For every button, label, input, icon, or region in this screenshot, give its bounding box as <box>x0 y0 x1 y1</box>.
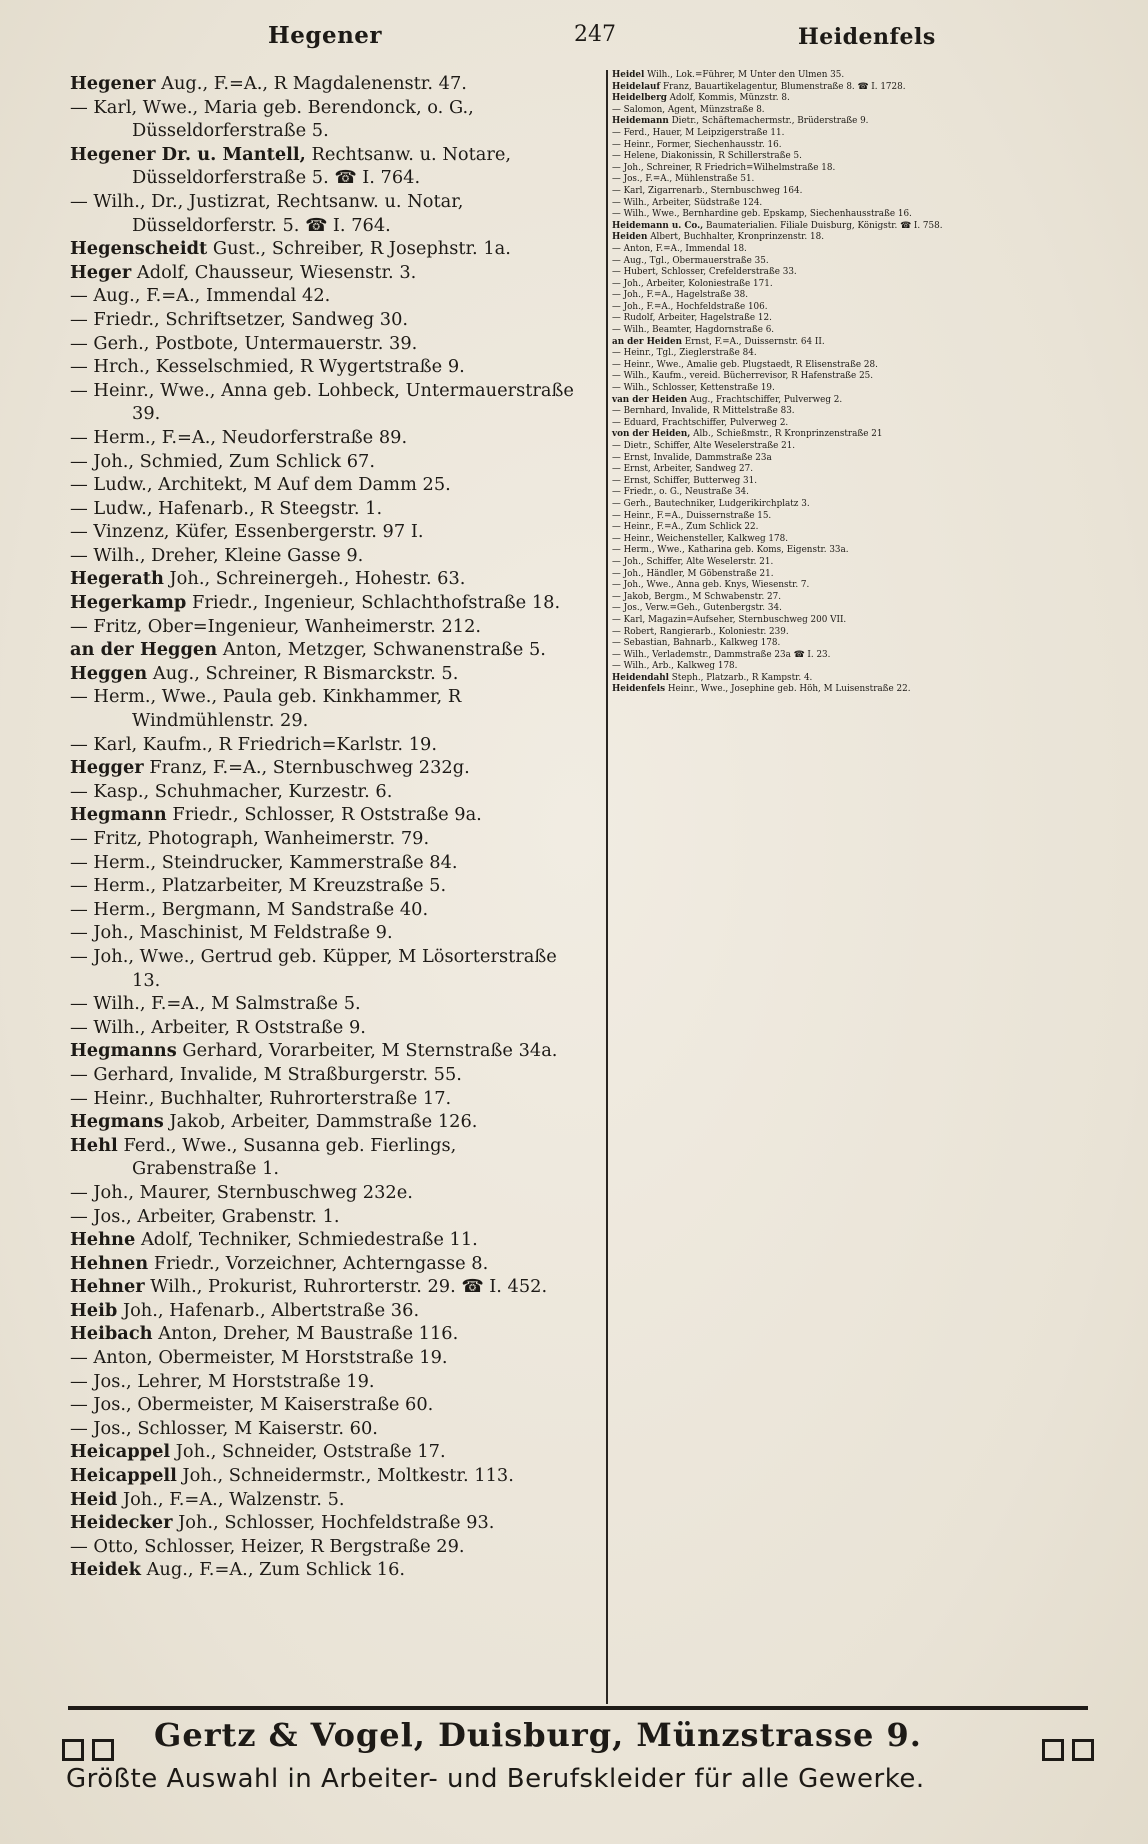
directory-entry: — Salomon, Agent, Münzstraße 8. <box>612 104 765 115</box>
directory-entry: — Wilh., Beamter, Hagdornstraße 6. <box>612 325 775 336</box>
directory-entry: — Joh., Maschinist, M Feldstraße 9. <box>70 922 393 944</box>
directory-entry: — Gerh., Postbote, Untermauerstr. 39. <box>70 332 418 354</box>
directory-entry: Hehner Wilh., Prokurist, Ruhrorterstr. 29. ☎ I. 452. <box>70 1276 548 1298</box>
directory-entry: Hehl Ferd., Wwe., Susanna geb. Fierlings, Grabenstraße 1. <box>70 1134 457 1180</box>
directory-entry: Hegenscheidt Gust., Schreiber, R Josephstr. 1a. <box>70 238 511 260</box>
directory-entry: — Ernst, Schiffer, Butterweg 31. <box>612 475 758 486</box>
directory-entry: — Friedr., Schriftsetzer, Sandweg 30. <box>70 308 409 330</box>
directory-entry: — Ernst, Arbeiter, Sandweg 27. <box>612 464 754 475</box>
directory-entry: — Gerhard, Invalide, M Straßburgerstr. 55. <box>70 1063 462 1085</box>
directory-entry: — Ernst, Invalide, Dammstraße 23a <box>612 452 772 463</box>
directory-entry: — Joh., Händler, M Göbenstraße 21. <box>612 568 774 579</box>
directory-entry: — Hrch., Kesselschmied, R Wygertstraße 9. <box>70 356 465 378</box>
directory-entry: Hegener Dr. u. Mantell, Rechtsanw. u. Notare, Düsseldorferstraße 5. ☎ I. 764. <box>70 143 512 189</box>
header-left-keyword: Hegener <box>268 22 383 49</box>
directory-entry: Heiden Albert, Buchhalter, Kronprinzenstr. 18. <box>612 232 824 243</box>
advertisement-headline: Gertz & Vogel, Duisburg, Münzstrasse 9. <box>154 1716 922 1754</box>
directory-entry: Heidenfels Heinr., Wwe., Josephine geb. Höh, M Luisenstraße 22. <box>612 684 911 695</box>
directory-entry: Hehnen Friedr., Vorzeichner, Achterngasse 8. <box>70 1252 489 1274</box>
directory-entry: — Herm., F.=A., Neudorferstraße 89. <box>70 426 408 448</box>
directory-entry: Heid Joh., F.=A., Walzenstr. 5. <box>70 1488 345 1510</box>
directory-entry: — Bernhard, Invalide, R Mittelstraße 83. <box>612 406 795 417</box>
directory-entry: Heger Adolf, Chausseur, Wiesenstr. 3. <box>70 261 417 283</box>
directory-entry: — Karl, Wwe., Maria geb. Berendonck, o. G., Düsseldorferstraße 5. <box>70 96 474 142</box>
directory-entry: — Sebastian, Bahnarb., Kalkweg 178. <box>612 638 781 649</box>
directory-entry: — Wilh., Arbeiter, R Oststraße 9. <box>70 1016 366 1038</box>
directory-entry: — Heinr., F.=A., Zum Schlick 22. <box>612 522 759 533</box>
directory-entry: Heidemann Dietr., Schäftemachermstr., Brüderstraße 9. <box>612 116 869 127</box>
directory-entry: — Anton, Obermeister, M Horststraße 19. <box>70 1347 448 1369</box>
directory-entry: — Herm., Wwe., Paula geb. Kinkhammer, R Windmühlenstr. 29. <box>70 686 462 732</box>
advertisement-tagline: Größte Auswahl in Arbeiter- und Berufskleider für alle Gewerke. <box>66 1764 925 1794</box>
directory-entry: an der Heiden Ernst, F.=A., Duissernstr. 64 II. <box>612 336 825 347</box>
directory-entry: — Joh., Maurer, Sternbuschweg 232e. <box>70 1181 413 1203</box>
directory-entry: Heidendahl Steph., Platzarb., R Kampstr. 4. <box>612 672 813 683</box>
directory-entry: Heicappel Joh., Schneider, Oststraße 17. <box>70 1441 446 1463</box>
directory-entry: Heibach Anton, Dreher, M Baustraße 116. <box>70 1323 459 1345</box>
directory-entry: — Fritz, Ober=Ingenieur, Wanheimerstr. 212. <box>70 615 482 637</box>
directory-entry: — Wilh., Dr., Justizrat, Rechtsanw. u. Notar, Düsseldorferstr. 5. ☎ I. 764. <box>70 190 464 236</box>
page-number: 247 <box>574 22 616 47</box>
directory-entry: Hehne Adolf, Techniker, Schmiedestraße 11. <box>70 1229 478 1251</box>
directory-entry: — Wilh., Arb., Kalkweg 178. <box>612 661 738 672</box>
directory-entry: Hegger Franz, F.=A., Sternbuschweg 232g. <box>70 757 470 779</box>
directory-entry: — Karl, Magazin=Aufseher, Sternbuschweg 200 VII. <box>612 614 847 625</box>
directory-entry: — Jos., Arbeiter, Grabenstr. 1. <box>70 1205 340 1227</box>
directory-entry: — Wilh., F.=A., M Salmstraße 5. <box>70 993 361 1015</box>
directory-entry: — Herm., Bergmann, M Sandstraße 40. <box>70 898 429 920</box>
header-right-keyword: Heidenfels <box>798 24 936 50</box>
directory-entry: — Joh., Wwe., Gertrud geb. Küpper, M Lösorterstraße 13. <box>70 945 557 991</box>
directory-entry: — Anton, F.=A., Immendal 18. <box>612 243 747 254</box>
directory-entry: Hegerkamp Friedr., Ingenieur, Schlachthofstraße 18. <box>70 592 561 614</box>
directory-entry: Heidel Wilh., Lok.=Führer, M Unter den Ulmen 35. <box>612 70 845 80</box>
directory-entry: Heidelauf Franz, Bauartikelagentur, Blumenstraße 8. ☎ I. 1728. <box>612 81 906 92</box>
directory-entry: — Wilh., Dreher, Kleine Gasse 9. <box>70 544 364 566</box>
directory-entry: Heggen Aug., Schreiner, R Bismarckstr. 5. <box>70 662 459 684</box>
directory-entry: — Ferd., Hauer, M Leipzigerstraße 11. <box>612 127 785 138</box>
left-column <box>70 72 575 1582</box>
directory-entry: Hegmanns Gerhard, Vorarbeiter, M Sternstraße 34a. <box>70 1040 558 1062</box>
directory-entry: — Joh., Arbeiter, Koloniestraße 171. <box>612 278 773 289</box>
directory-entry: — Joh., F.=A., Hagelstraße 38. <box>612 290 749 301</box>
directory-entry: — Otto, Schlosser, Heizer, R Bergstraße 29. <box>70 1535 465 1557</box>
directory-entry: an der Heggen Anton, Metzger, Schwanenstraße 5. <box>70 639 546 661</box>
directory-entry: — Heinr., Tgl., Zieglerstraße 84. <box>612 348 757 359</box>
directory-entry: Hegener Aug., F.=A., R Magdalenenstr. 47. <box>70 73 467 94</box>
directory-entry: — Heinr., Weichensteller, Kalkweg 178. <box>612 533 789 544</box>
page-header <box>68 18 1088 58</box>
directory-entry: — Wilh., Verlademstr., Dammstraße 23a ☎ I. 23. <box>612 649 831 660</box>
directory-entry: — Herm., Platzarbeiter, M Kreuzstraße 5. <box>70 875 447 897</box>
square-ornament-icon <box>1042 1728 1102 1766</box>
directory-entry: — Aug., F.=A., Immendal 42. <box>70 285 331 307</box>
directory-entry: — Rudolf, Arbeiter, Hagelstraße 12. <box>612 313 772 324</box>
directory-entry: Hegmann Friedr., Schlosser, R Oststraße 9a. <box>70 804 482 826</box>
right-column <box>606 70 1112 1704</box>
directory-entry: — Jakob, Bergm., M Schwabenstr. 27. <box>612 591 782 602</box>
directory-entry: — Fritz, Photograph, Wanheimerstr. 79. <box>70 828 430 849</box>
directory-entry: — Joh., Wwe., Anna geb. Knys, Wiesenstr. 7. <box>612 580 810 591</box>
directory-entry: — Jos., Obermeister, M Kaiserstraße 60. <box>70 1394 434 1416</box>
directory-entry: — Jos., Lehrer, M Horststraße 19. <box>70 1370 375 1392</box>
directory-entry: — Wilh., Kaufm., vereid. Bücherrevisor, R Hafenstraße 25. <box>612 371 874 382</box>
directory-entry: Heidecker Joh., Schlosser, Hochfeldstraße 93. <box>70 1512 495 1534</box>
directory-entry: — Joh., Schiffer, Alte Weselerstr. 21. <box>612 556 774 567</box>
directory-entry: Hegerath Joh., Schreinergeh., Hohestr. 63. <box>70 568 466 590</box>
directory-entry: — Heinr., F.=A., Duissernstraße 15. <box>612 510 772 521</box>
directory-entry: — Joh., Schreiner, R Friedrich=Wilhelmstraße 18. <box>612 162 836 173</box>
directory-entry: — Eduard, Frachtschiffer, Pulverweg 2. <box>612 417 789 428</box>
directory-entry: — Jos., F.=A., Mühlenstraße 51. <box>612 174 755 185</box>
directory-entry: — Hubert, Schlosser, Crefelderstraße 33. <box>612 267 797 278</box>
directory-entry: — Aug., Tgl., Obermauerstraße 35. <box>612 255 769 266</box>
directory-entry: — Ludw., Hafenarb., R Steegstr. 1. <box>70 497 383 519</box>
directory-entry: — Gerh., Bautechniker, Ludgerikirchplatz 3. <box>612 498 810 509</box>
directory-entry: — Helene, Diakonissin, R Schillerstraße 5. <box>612 151 802 162</box>
directory-entry: von der Heiden, Alb., Schießmstr., R Kronprinzenstraße 21 <box>612 429 883 440</box>
directory-entry: — Robert, Rangierarb., Koloniestr. 239. <box>612 626 789 637</box>
directory-entry: — Herm., Wwe., Katharina geb. Koms, Eigenstr. 33a. <box>612 545 849 556</box>
directory-entry: — Wilh., Wwe., Bernhardine geb. Epskamp, Siechenhausstraße 16. <box>612 209 912 220</box>
directory-entry: — Karl, Kaufm., R Friedrich=Karlstr. 19. <box>70 733 437 755</box>
directory-entry: — Joh., F.=A., Hochfeldstraße 106. <box>612 301 768 312</box>
square-ornament-icon <box>62 1728 122 1766</box>
directory-entry: Hegmans Jakob, Arbeiter, Dammstraße 126. <box>70 1111 478 1133</box>
directory-entry: van der Heiden Aug., Frachtschiffer, Pulverweg 2. <box>612 394 843 405</box>
directory-entry: Heidelberg Adolf, Kommis, Münzstr. 8. <box>612 93 790 104</box>
directory-entry: — Dietr., Schiffer, Alte Weselerstraße 21. <box>612 441 796 451</box>
directory-entry: — Kasp., Schuhmacher, Kurzestr. 6. <box>70 780 393 802</box>
directory-entry: — Vinzenz, Küfer, Essenbergerstr. 97 I. <box>70 521 424 543</box>
directory-entry: Heidemann u. Co., Baumaterialien. Filiale Duisburg, Königstr. ☎ I. 758. <box>612 220 943 231</box>
directory-entry: Heicappell Joh., Schneidermstr., Moltkestr. 113. <box>70 1465 514 1487</box>
directory-entry: — Jos., Schlosser, M Kaiserstr. 60. <box>70 1417 378 1439</box>
directory-entry: — Heinr., Buchhalter, Ruhrorterstraße 17. <box>70 1087 452 1109</box>
directory-entry: — Heinr., Former, Siechenhausstr. 16. <box>612 139 782 150</box>
directory-entry: — Ludw., Architekt, M Auf dem Damm 25. <box>70 474 451 496</box>
directory-entry: — Jos., Verw.=Geh., Gutenbergstr. 34. <box>612 603 782 614</box>
directory-entry: — Karl, Zigarrenarb., Sternbuschweg 164. <box>612 185 803 196</box>
directory-entry: — Wilh., Schlosser, Kettenstraße 19. <box>612 383 775 394</box>
directory-entry: — Friedr., o. G., Neustraße 34. <box>612 487 749 498</box>
directory-entry: Heib Joh., Hafenarb., Albertstraße 36. <box>70 1299 420 1321</box>
directory-entry: — Joh., Schmied, Zum Schlick 67. <box>70 450 375 472</box>
directory-entry: — Heinr., Wwe., Amalie geb. Plugstaedt, R Elisenstraße 28. <box>612 359 878 370</box>
directory-entry: — Herm., Steindrucker, Kammerstraße 84. <box>70 851 458 873</box>
directory-entry: — Wilh., Arbeiter, Südstraße 124. <box>612 197 763 208</box>
advertisement-banner <box>62 1716 1102 1760</box>
directory-entry: Heidek Aug., F.=A., Zum Schlick 16. <box>70 1559 406 1581</box>
directory-entry: — Heinr., Wwe., Anna geb. Lohbeck, Untermauerstraße 39. <box>70 379 574 425</box>
footer-divider <box>68 1706 1088 1710</box>
